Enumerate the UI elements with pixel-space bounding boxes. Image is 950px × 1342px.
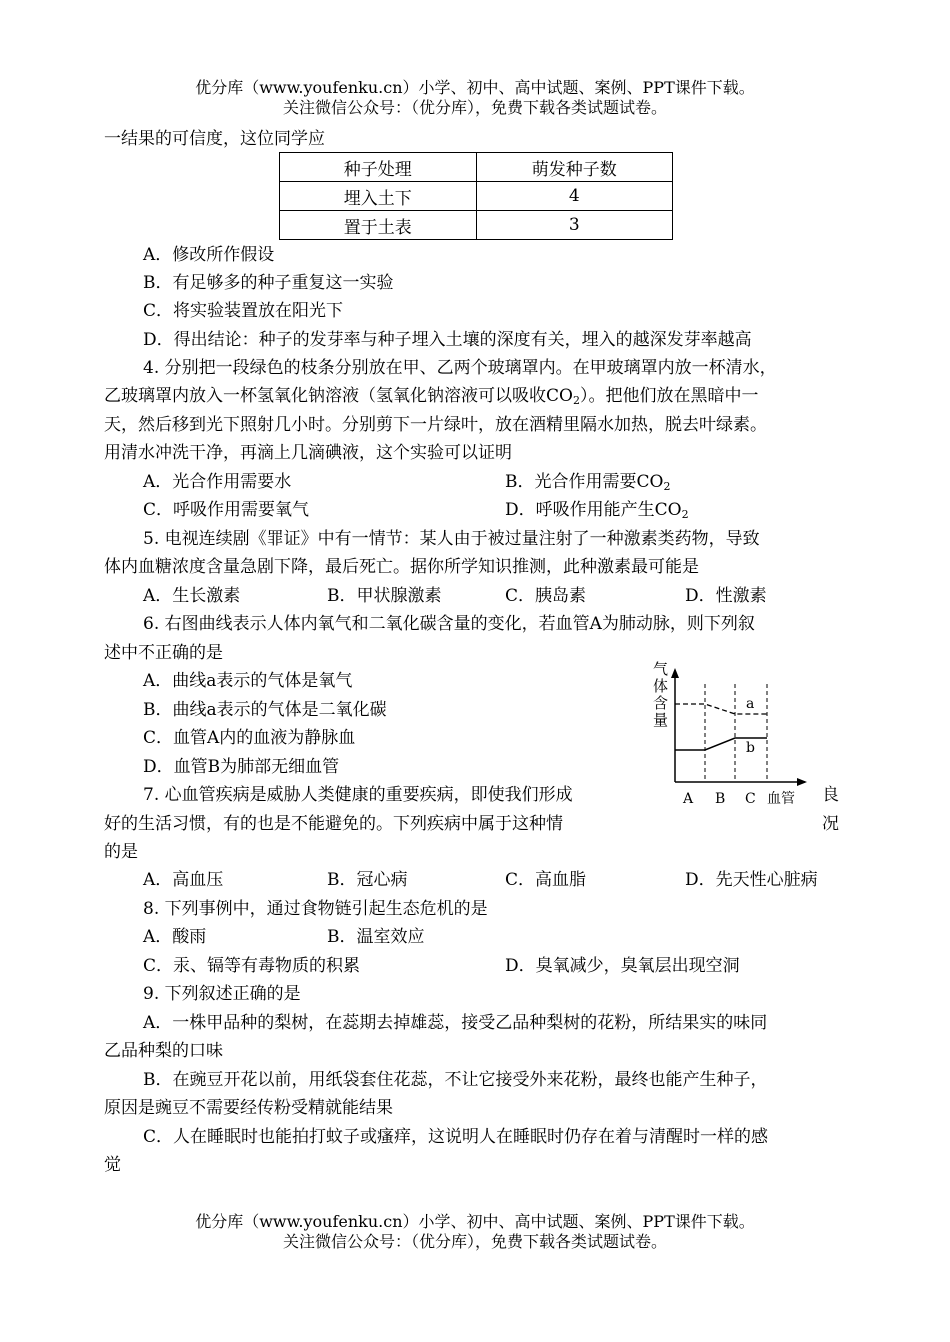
figure-ylabel-char: 含 bbox=[653, 694, 669, 712]
q9-option-b-line-2: 原因是豌豆不需要经传粉受精就能结果 bbox=[104, 1098, 393, 1118]
q4-option-c: C．呼吸作用需要氧气 bbox=[143, 500, 310, 520]
figure-ylabel-char: 体 bbox=[653, 677, 669, 695]
footer-line-1: 优分库（www.youfenku.cn）小学、初中、高中试题、案例、PPT课件下载。 bbox=[195, 1212, 755, 1231]
q9-option-c-line-1: C．人在睡眠时也能拍打蚊子或瘙痒，这说明人在睡眠时仍存在着与清醒时一样的感 bbox=[143, 1127, 769, 1147]
q9-option-c-line-2: 觉 bbox=[104, 1155, 121, 1175]
table-cell: 3 bbox=[476, 211, 673, 240]
q4-line-3: 天，然后移到光下照射几小时。分别剪下一片绿叶，放在酒精里隔水加热，脱去叶绿素。 bbox=[104, 415, 767, 435]
header-line-1: 优分库（www.youfenku.cn）小学、初中、高中试题、案例、PPT课件下载。 bbox=[195, 78, 755, 97]
q7-line-2-tail: 况 bbox=[822, 814, 839, 834]
footer-line-2: 关注微信公众号：（优分库），免费下载各类试题试卷。 bbox=[282, 1232, 667, 1251]
q8-option-b: B．温室效应 bbox=[327, 927, 425, 947]
x-tick-label: A bbox=[683, 791, 694, 807]
curve-label-b: b bbox=[746, 740, 755, 756]
q5-option-b: B．甲状腺激素 bbox=[327, 586, 442, 606]
q4-line-2: 乙玻璃罩内放入一杯氢氧化钠溶液（氢氧化钠溶液可以吸收$CO_2$）。把他们放在黑暗中一 bbox=[104, 386, 759, 407]
q3-option-c: C．将实验装置放在阳光下 bbox=[143, 301, 344, 321]
q6-line-1: 6. 右图曲线表示人体内氧气和二氧化碳含量的变化，若血管A为肺动脉，则下列叙 bbox=[143, 614, 755, 634]
table-row bbox=[280, 211, 673, 240]
q7-option-a: A．高血压 bbox=[143, 870, 224, 890]
q5-option-a: A．生长激素 bbox=[143, 586, 241, 606]
q7-line-1-tail: 良 bbox=[822, 785, 839, 805]
q8-option-c: C．汞、镉等有毒物质的积累 bbox=[143, 956, 361, 976]
q3-stem-tail: 一结果的可信度，这位同学应 bbox=[104, 129, 325, 149]
q7-option-c: C．高血脂 bbox=[505, 870, 587, 890]
q7-line-1: 7. 心血管疾病是威胁人类健康的重要疾病，即使我们形成 bbox=[143, 785, 573, 805]
table-cell: 置于土表 bbox=[280, 211, 477, 240]
figure-ylabel-char: 气 bbox=[653, 660, 669, 678]
q4-line-4: 用清水冲洗干净，再滴上几滴碘液，这个实验可以证明 bbox=[104, 443, 512, 463]
q3-option-a: A．修改所作假设 bbox=[143, 245, 275, 265]
q5-option-d: D．性激素 bbox=[685, 586, 767, 606]
x-tick-label: B bbox=[715, 791, 726, 807]
q6-option-a: A．曲线a表示的气体是氧气 bbox=[143, 671, 353, 691]
q9-option-a-line-1: A．一株甲品种的梨树，在蕊期去掉雄蕊，接受乙品种梨树的花粉，所结果实的味同 bbox=[143, 1013, 768, 1033]
q7-line-3: 的是 bbox=[104, 842, 138, 862]
figure-xlabel: 血管 bbox=[767, 791, 795, 807]
q8-stem: 8. 下列事例中，通过食物链引起生态危机的是 bbox=[143, 899, 488, 919]
table-header-cell: 萌发种子数 bbox=[476, 153, 673, 182]
q9-option-a-line-2: 乙品种梨的口味 bbox=[104, 1041, 223, 1061]
x-tick-label: C bbox=[745, 791, 756, 807]
table-header-cell: 种子处理 bbox=[280, 153, 477, 182]
x-axis-arrow bbox=[797, 778, 807, 786]
curve-label-a: a bbox=[746, 696, 755, 712]
seed-table bbox=[279, 152, 673, 240]
q5-option-c: C．胰岛素 bbox=[505, 586, 587, 606]
q5-line-1: 5. 电视连续剧《罪证》中有一情节：某人由于被过量注射了一种激素类药物，导致 bbox=[143, 529, 760, 549]
q5-line-2: 体内血糖浓度含量急剧下降，最后死亡。据你所学知识推测，此种激素最可能是 bbox=[104, 557, 699, 577]
table-row bbox=[280, 182, 673, 211]
q6-line-2: 述中不正确的是 bbox=[104, 643, 223, 663]
q7-line-2: 好的生活习惯，有的也是不能避免的。下列疾病中属于这种情 bbox=[104, 814, 563, 834]
q4-option-d: D．呼吸作用能产生$CO_2$ bbox=[505, 500, 689, 521]
y-axis-arrow bbox=[671, 668, 679, 678]
q3-option-b: B．有足够多的种子重复这一实验 bbox=[143, 273, 394, 293]
q9-option-b-line-1: B．在豌豆开花以前，用纸袋套住花蕊，不让它接受外来花粉，最终也能产生种子， bbox=[143, 1070, 768, 1090]
table-cell: 4 bbox=[476, 182, 673, 211]
q4-option-b: B．光合作用需要$CO_2$ bbox=[505, 472, 671, 493]
q8-option-a: A．酸雨 bbox=[143, 927, 207, 947]
q6-option-c: C．血管A内的血液为静脉血 bbox=[143, 728, 356, 748]
figure-ylabel-char: 量 bbox=[653, 711, 669, 729]
q4-option-a: A．光合作用需要水 bbox=[143, 472, 292, 492]
q7-option-d: D．先天性心脏病 bbox=[685, 870, 818, 890]
q7-option-b: B．冠心病 bbox=[327, 870, 408, 890]
q9-stem: 9. 下列叙述正确的是 bbox=[143, 984, 301, 1004]
header-line-2: 关注微信公众号：（优分库），免费下载各类试题试卷。 bbox=[282, 98, 667, 117]
table-cell: 埋入土下 bbox=[280, 182, 477, 211]
q4-line-1: 4. 分别把一段绿色的枝条分别放在甲、乙两个玻璃罩内。在甲玻璃罩内放一杯清水， bbox=[143, 358, 777, 378]
table-row bbox=[280, 153, 673, 182]
q3-option-d: D．得出结论：种子的发芽率与种子埋入土壤的深度有关，埋入的越深发芽率越高 bbox=[143, 330, 752, 350]
gas-content-figure bbox=[645, 658, 810, 808]
q6-option-d: D．血管B为肺部无细血管 bbox=[143, 757, 340, 777]
q8-option-d: D．臭氧减少，臭氧层出现空洞 bbox=[505, 956, 740, 976]
q6-option-b: B．曲线a表示的气体是二氧化碳 bbox=[143, 700, 387, 720]
